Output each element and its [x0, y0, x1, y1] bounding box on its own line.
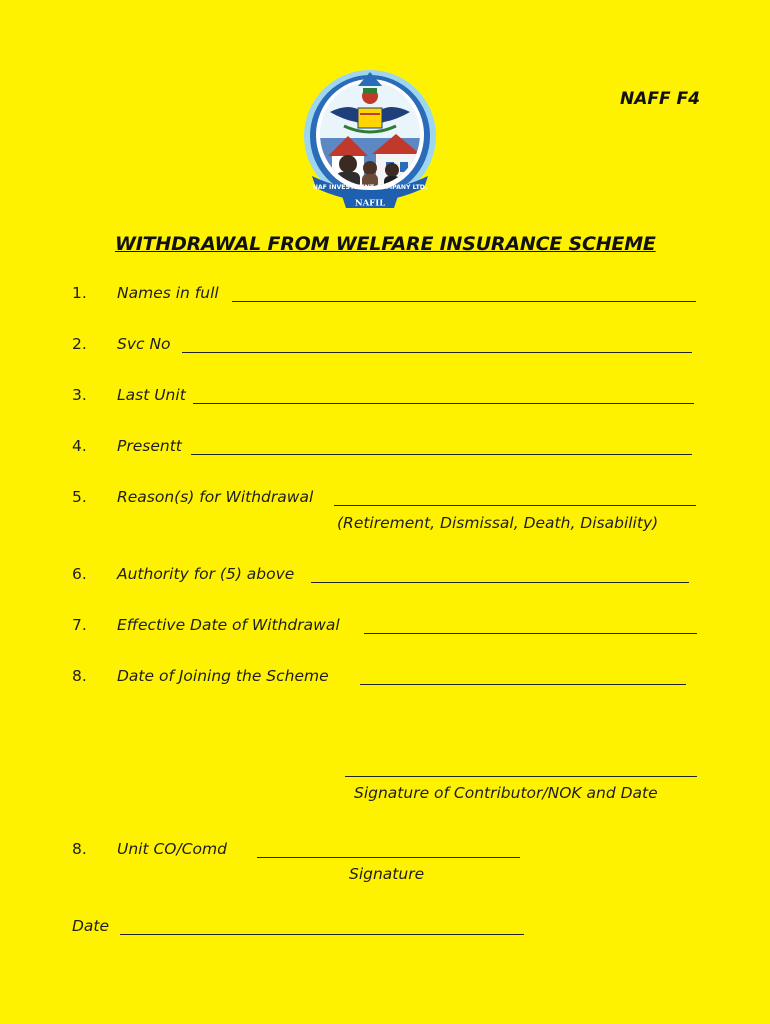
contributor-signature-label: Signature of Contributor/NOK and Date	[354, 784, 658, 802]
nafil-logo	[300, 68, 440, 212]
names-in-full-line[interactable]	[232, 301, 696, 302]
field-label: Last Unit	[117, 386, 186, 404]
field-number: 2.	[72, 335, 87, 353]
form-title: WITHDRAWAL FROM WELFARE INSURANCE SCHEME	[115, 233, 656, 255]
present-line[interactable]	[191, 454, 692, 455]
person-icon	[339, 155, 357, 173]
field-authority	[0, 565, 770, 587]
field-label: Names in full	[117, 284, 219, 302]
field-label: Svc No	[117, 335, 171, 353]
field-effective-date	[0, 616, 770, 638]
field-svc-no	[0, 335, 770, 357]
date-of-joining-line[interactable]	[360, 684, 686, 685]
form-code: NAFF F4	[620, 89, 700, 109]
contributor-signature-line[interactable]	[345, 776, 697, 777]
effective-date-line[interactable]	[364, 633, 697, 634]
field-unit-co	[0, 840, 770, 890]
field-number: 8.	[72, 667, 87, 685]
reasons-line[interactable]	[334, 505, 696, 506]
field-label: Date of Joining the Scheme	[117, 667, 329, 685]
date-line[interactable]	[120, 934, 524, 935]
field-number: 4.	[72, 437, 87, 455]
field-label: Authority for (5) above	[117, 565, 295, 583]
field-number: 8.	[72, 840, 87, 858]
reasons-hint: (Retirement, Dismissal, Death, Disability)	[337, 514, 659, 532]
field-label: Presentt	[117, 437, 182, 455]
field-names-in-full	[0, 284, 770, 306]
field-date-of-joining	[0, 667, 770, 689]
field-label: Reason(s) for Withdrawal	[117, 488, 314, 506]
svc-no-line[interactable]	[182, 352, 692, 353]
field-number: 3.	[72, 386, 87, 404]
unit-co-signature-line[interactable]	[257, 857, 520, 858]
unit-co-signature-label: Signature	[349, 865, 425, 883]
authority-line[interactable]	[311, 582, 689, 583]
field-last-unit	[0, 386, 770, 408]
date-label: Date	[72, 917, 110, 935]
last-unit-line[interactable]	[193, 403, 694, 404]
field-reasons-for-withdrawal	[0, 488, 770, 538]
field-label: Effective Date of Withdrawal	[117, 616, 340, 634]
logo-banner-text: NAF INVESTMENT COMPANY LTD.	[312, 184, 428, 191]
field-number: 5.	[72, 488, 87, 506]
field-label: Unit CO/Comd	[117, 840, 227, 858]
field-number: 7.	[72, 616, 87, 634]
field-number: 6.	[72, 565, 87, 583]
field-date	[0, 917, 770, 939]
field-present	[0, 437, 770, 459]
field-number: 1.	[72, 284, 87, 302]
logo-ribbon-text: NAFIL	[354, 198, 386, 209]
